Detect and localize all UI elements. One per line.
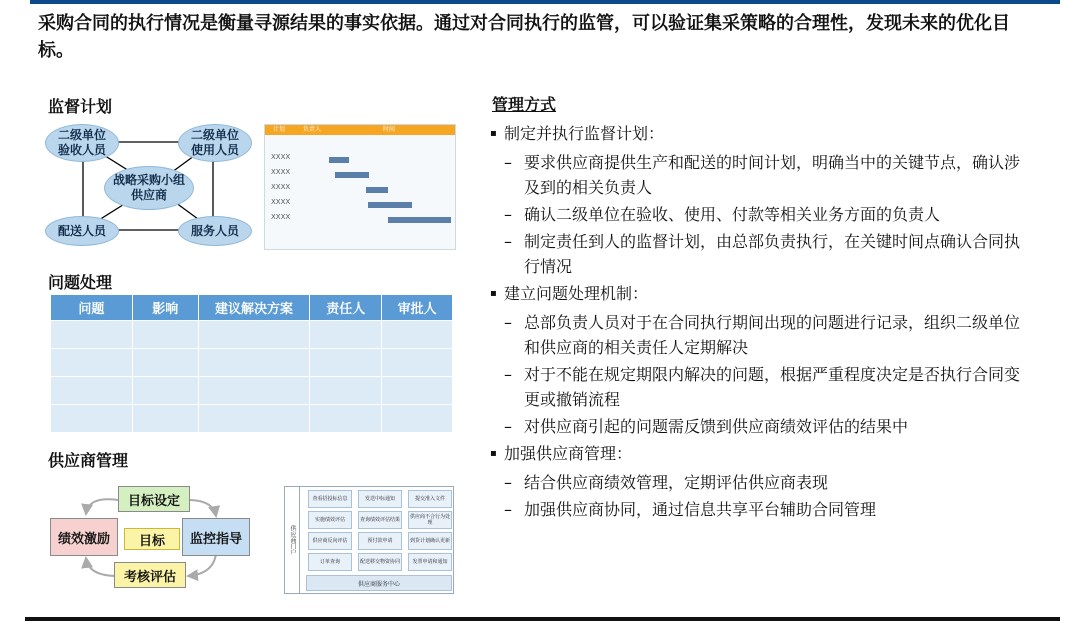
supplier-portal-label: 供应商门户	[284, 486, 300, 594]
top-rule	[30, 0, 1060, 4]
portal-function-cell: 提交准入文件	[408, 490, 452, 508]
cycle-monitor: 监控指导	[182, 518, 250, 556]
col-owner: 责任人	[310, 295, 382, 321]
portal-function-cell: 供应商不合行为处理	[408, 511, 452, 529]
portal-function-cell: 实施绩效评估	[308, 511, 352, 529]
col-solution: 建议解决方案	[198, 295, 310, 321]
sub-bullet-text: 加强供应商协同，通过信息共享平台辅助合同管理	[524, 500, 877, 519]
gantt-header-plan: 计划	[273, 126, 286, 133]
node-user-staff: 二级单位 使用人员	[178, 124, 252, 162]
table-cell	[382, 377, 453, 405]
table-cell	[132, 405, 198, 433]
bullet-marker: ▪	[490, 128, 497, 139]
portal-function-cell: 供应商反向评估	[308, 532, 352, 550]
gantt-bar	[329, 157, 349, 163]
sub-bullet-marker: –	[504, 205, 512, 224]
portal-function-cell: 到货计划确认更新	[408, 532, 452, 550]
issues-title: 问题处理	[48, 273, 113, 292]
gantt-row-label: XXXX	[271, 198, 291, 206]
gantt-bar	[388, 217, 451, 223]
gantt-bar	[335, 172, 369, 178]
sub-bullet-item	[504, 150, 1035, 200]
table-cell	[198, 349, 310, 377]
gantt-header-owner: 负责人	[303, 126, 322, 133]
sub-bullet-marker: –	[504, 365, 512, 384]
cycle-incentive: 绩效激励	[50, 518, 118, 556]
sub-bullet-marker: –	[504, 232, 512, 251]
table-cell	[51, 349, 133, 377]
table-cell	[51, 321, 133, 349]
gantt-chart	[264, 124, 456, 250]
sub-bullet-item	[504, 497, 1035, 522]
table-cell	[310, 321, 382, 349]
supervision-title: 监督计划	[48, 97, 113, 116]
cycle-assess: 考核评估	[114, 562, 186, 588]
table-cell	[310, 377, 382, 405]
table-cell	[198, 321, 310, 349]
sub-bullet-text: 总部负责人员对于在合同执行期间出现的问题进行记录，组织二级单位和供应商的相关责任人定期解决	[524, 313, 1021, 357]
sub-bullet-marker: –	[504, 417, 512, 436]
bullet-marker: ▪	[490, 448, 497, 459]
headline: 采购合同的执行情况是衡量寻源结果的事实依据。通过对合同执行的监管，可以验证集采策略的合理性，发现未来的优化目标。	[38, 13, 1010, 61]
sub-bullet-item	[504, 414, 1035, 439]
bullet-heading: 加强供应商管理：	[504, 444, 633, 463]
table-cell	[132, 349, 198, 377]
table-cell	[198, 377, 310, 405]
gantt-row-label: XXXX	[271, 168, 291, 176]
issue-table	[50, 294, 453, 433]
portal-function-cell: 预付款申请	[358, 532, 402, 550]
table-cell	[310, 405, 382, 433]
portal-function-cell: 订单查询	[308, 553, 352, 571]
table-row	[51, 405, 453, 433]
node-strategic-group-supplier: 战略采购小组 供应商	[104, 166, 194, 210]
sub-bullet-item	[504, 310, 1035, 360]
sub-bullet-marker: –	[504, 500, 512, 519]
sub-bullet-text: 确认二级单位在验收、使用、付款等相关业务方面的负责人	[524, 205, 941, 224]
node-service-staff: 服务人员	[178, 216, 252, 246]
cycle-goal-setting: 目标设定	[118, 486, 190, 512]
gantt-bar	[366, 187, 388, 193]
bullet-heading: 建立问题处理机制：	[504, 284, 649, 303]
gantt-bar	[368, 202, 412, 208]
sub-bullet-text: 制定责任到人的监督计划，由总部负责执行，在关键时间点确认合同执行情况	[524, 232, 1021, 276]
sub-bullet-text: 结合供应商绩效管理，定期评估供应商表现	[524, 473, 829, 492]
portal-function-cell: 配送移交物资协同	[358, 553, 402, 571]
portal-function-cell: 查询绩效评估结果	[358, 511, 402, 529]
table-cell	[198, 405, 310, 433]
bullet-heading: 制定并执行监督计划：	[504, 124, 665, 143]
table-cell	[132, 377, 198, 405]
sub-bullet-marker: –	[504, 153, 512, 172]
bullet-item	[490, 441, 1035, 466]
supplier-title: 供应商管理	[48, 451, 129, 470]
portal-function-cell: 发票申请和通知	[408, 553, 452, 571]
sub-bullet-item	[504, 470, 1035, 495]
sub-bullet-text: 要求供应商提供生产和配送的时间计划，明确当中的关键节点，确认涉及到的相关负责人	[524, 153, 1021, 197]
supplier-service-center: 供应商服务中心	[306, 575, 452, 591]
table-cell	[382, 321, 453, 349]
col-approver: 审批人	[382, 295, 453, 321]
management-list	[490, 121, 1035, 524]
gantt-row-label: XXXX	[271, 183, 291, 191]
bottom-rule	[25, 617, 1060, 621]
node-acceptance-staff: 二级单位 验收人员	[45, 124, 119, 162]
gantt-header	[265, 125, 455, 135]
bullet-item	[490, 121, 1035, 146]
table-cell	[382, 405, 453, 433]
sub-bullet-item	[504, 202, 1035, 227]
gantt-row-label: XXXX	[271, 153, 291, 161]
bullet-item	[490, 281, 1035, 306]
table-row	[51, 349, 453, 377]
gantt-header-time: 时间	[383, 126, 396, 133]
table-cell	[51, 377, 133, 405]
table-row	[51, 377, 453, 405]
sub-bullet-item	[504, 229, 1035, 279]
sub-bullet-item	[504, 362, 1035, 412]
node-delivery-staff: 配送人员	[45, 216, 119, 246]
table-row	[51, 321, 453, 349]
col-issue: 问题	[51, 295, 133, 321]
sub-bullet-marker: –	[504, 473, 512, 492]
management-title: 管理方式	[492, 95, 557, 114]
cycle-center-goal: 目标	[124, 528, 180, 550]
gantt-row-label: XXXX	[271, 213, 291, 221]
col-impact: 影响	[132, 295, 198, 321]
table-cell	[310, 349, 382, 377]
portal-function-cell: 查看招投标信息	[308, 490, 352, 508]
portal-function-cell: 发送中标通知	[358, 490, 402, 508]
table-cell	[132, 321, 198, 349]
sub-bullet-marker: –	[504, 313, 512, 332]
table-cell	[51, 405, 133, 433]
bullet-marker: ▪	[490, 288, 497, 299]
sub-bullet-text: 对于不能在规定期限内解决的问题，根据严重程度决定是否执行合同变更或撤销流程	[524, 365, 1021, 409]
sub-bullet-text: 对供应商引起的问题需反馈到供应商绩效评估的结果中	[524, 417, 909, 436]
table-cell	[382, 349, 453, 377]
